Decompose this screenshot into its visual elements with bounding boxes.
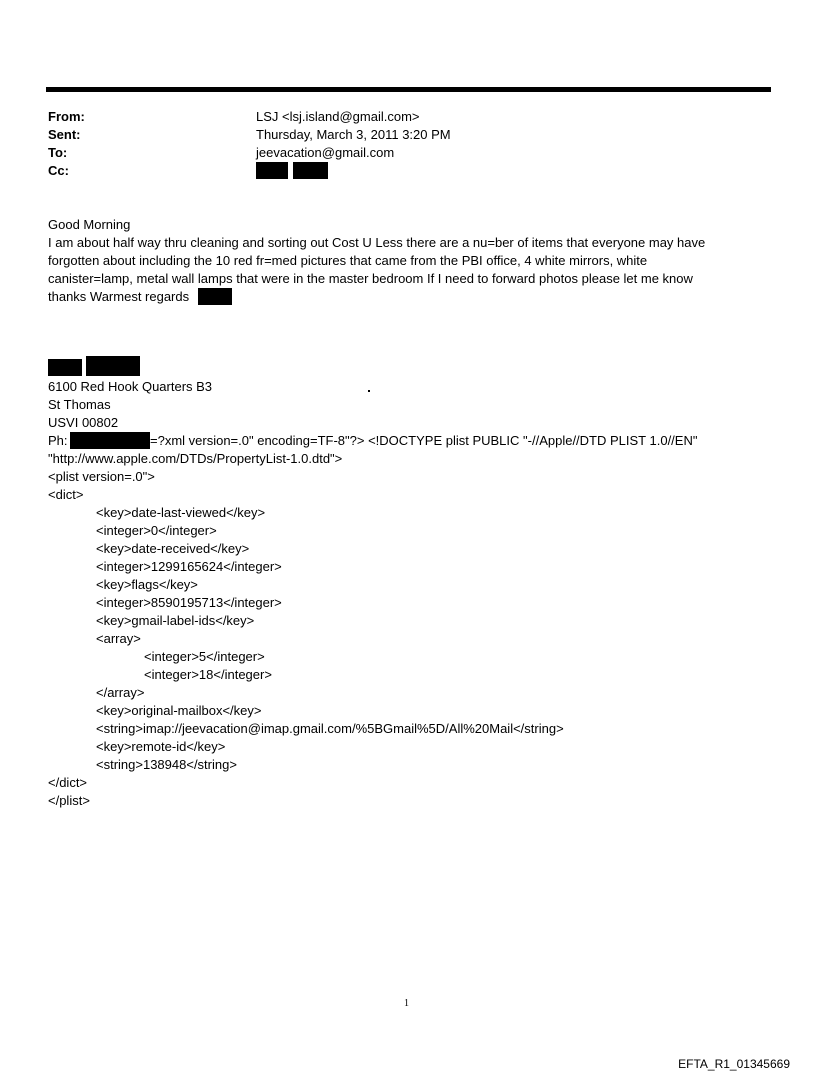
plist-line: <key>date-last-viewed</key> [96, 505, 266, 520]
sent-value: Thursday, March 3, 2011 3:20 PM [256, 127, 451, 142]
stray-dot [368, 390, 370, 392]
to-value: jeevacation@gmail.com [256, 145, 395, 160]
plist-line: <key>gmail-label-ids</key> [96, 613, 255, 628]
phone-redaction [70, 432, 150, 449]
plist-line: <integer>0</integer> [96, 523, 217, 538]
body-line-3: canister=lamp, metal wall lamps that were in the master bedroom If I need to forward photos please let me know [48, 271, 693, 286]
from-value: LSJ <lsj.island@gmail.com> [256, 109, 420, 124]
to-label: To: [48, 145, 68, 160]
signature-name-redaction-1 [48, 359, 82, 376]
from-label: From: [48, 109, 85, 124]
body-line-2: forgotten about including the 10 red fr=med pictures that came from the PBI office, 4 white mirrors, white [48, 253, 648, 268]
signoff-redaction [198, 288, 232, 305]
cc-redaction-2 [293, 162, 328, 179]
plist-line: <dict> [48, 487, 84, 502]
signature-address-2: St Thomas [48, 397, 111, 412]
plist-line: <integer>1299165624</integer> [96, 559, 282, 574]
plist-line: </dict> [48, 775, 88, 790]
plist-line: <integer>18</integer> [144, 667, 272, 682]
page-number: 1 [404, 998, 409, 1009]
signature-address-1: 6100 Red Hook Quarters B3 [48, 379, 213, 394]
plist-line: </array> [96, 685, 145, 700]
plist-doctype-start: =?xml version=.0" encoding=TF-8"?> <!DOCTYPE plist PUBLIC "-//Apple//DTD PLIST 1.0//EN" [150, 433, 698, 448]
plist-line: <string>138948</string> [96, 757, 237, 772]
bates-number: EFTA_R1_01345669 [678, 1057, 790, 1071]
signature-address-3: USVI 00802 [48, 415, 119, 430]
body-line-4: thanks Warmest regards [48, 289, 190, 304]
body-line-1: I am about half way thru cleaning and sorting out Cost U Less there are a nu=ber of items that everyone may have [48, 235, 706, 250]
greeting: Good Morning [48, 217, 131, 232]
plist-line: <array> [96, 631, 141, 646]
signature-name-redaction-2 [86, 356, 140, 376]
plist-line: </plist> [48, 793, 90, 808]
plist-line: <key>date-received</key> [96, 541, 250, 556]
plist-line: "http://www.apple.com/DTDs/PropertyList-1.0.dtd"> [48, 451, 343, 466]
plist-line: <key>flags</key> [96, 577, 198, 592]
plist-line: <key>original-mailbox</key> [96, 703, 262, 718]
phone-label: Ph: [48, 433, 68, 448]
plist-line: <key>remote-id</key> [96, 739, 226, 754]
plist-line: <integer>5</integer> [144, 649, 265, 664]
cc-label: Cc: [48, 163, 69, 178]
plist-line: <string>imap://jeevacation@imap.gmail.com/%5BGmail%5D/All%20Mail</string> [96, 721, 564, 736]
cc-redaction-1 [256, 162, 288, 179]
plist-line: <plist version=.0"> [48, 469, 155, 484]
sent-label: Sent: [48, 127, 81, 142]
header-rule [46, 87, 771, 92]
plist-line: <integer>8590195713</integer> [96, 595, 282, 610]
